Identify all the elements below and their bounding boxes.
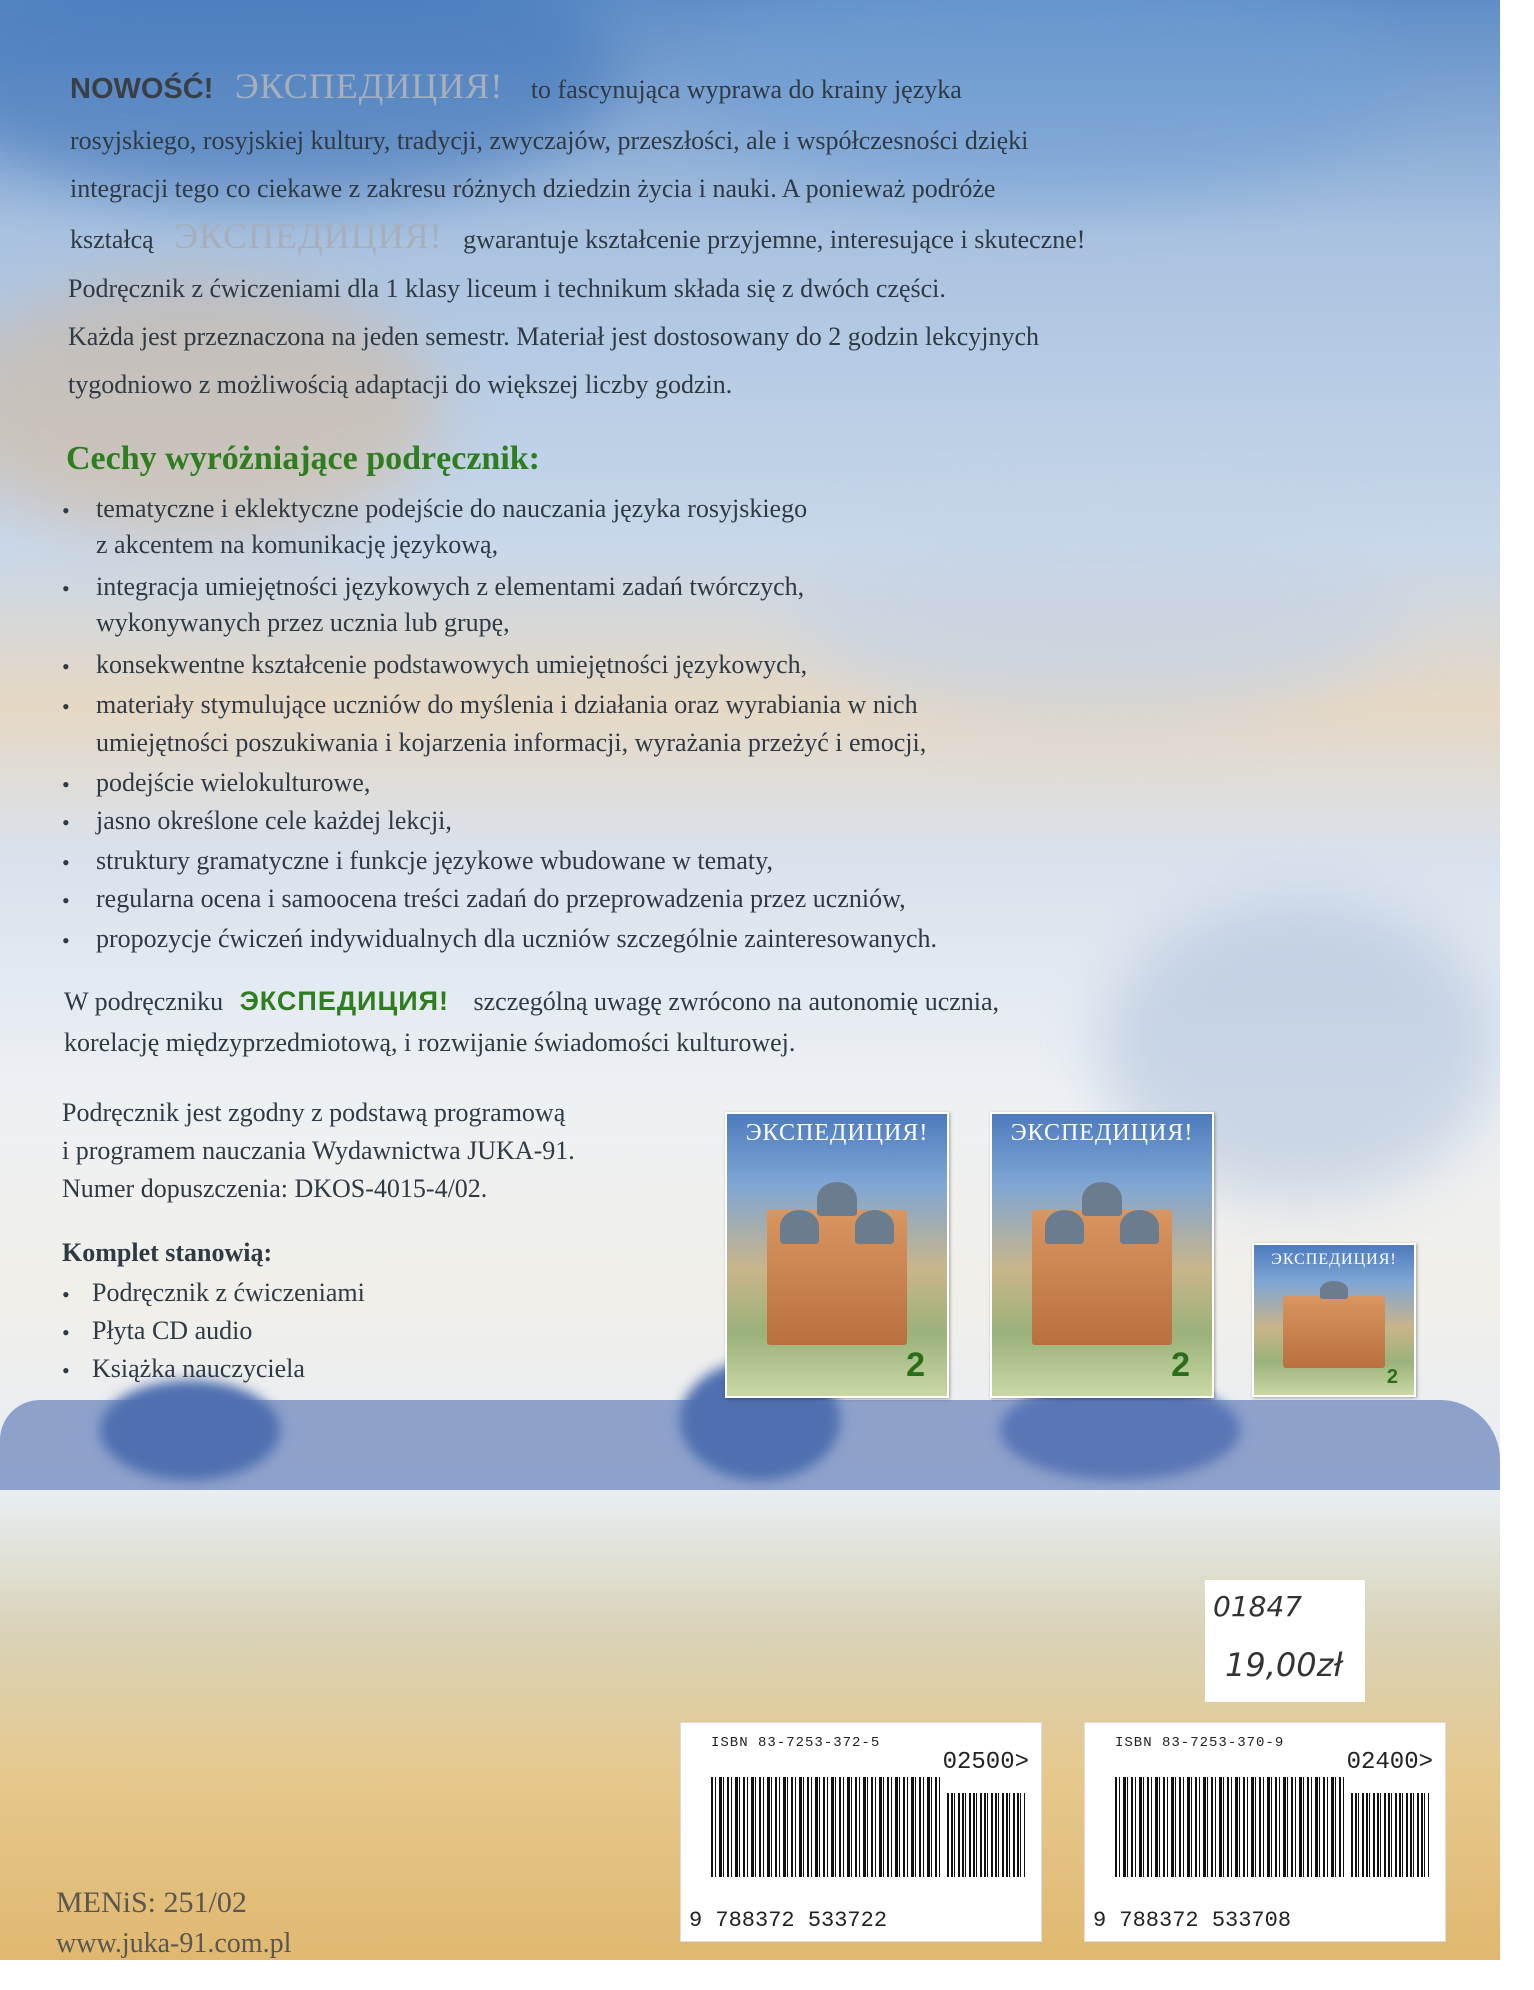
feature-item: z akcentem na komunikację językową, <box>96 530 499 559</box>
autonomy-line-2: korelację międzyprzedmiotową, i rozwijanie świadomości kulturowej. <box>64 1028 796 1057</box>
feature-item: podejście wielokulturowe, <box>96 768 371 797</box>
brand-title: ЭКСПЕДИЦИЯ! <box>234 66 504 106</box>
intro-line-2: rosyjskiego, rosyjskiej kultury, tradycji, zwyczajów, przeszłości, ale i współczesności dzięki <box>70 126 1029 155</box>
bullet-icon: • <box>62 498 70 523</box>
autonomy-line-1 <box>64 988 999 1015</box>
kit-item: Podręcznik z ćwiczeniami <box>92 1278 365 1307</box>
features-heading: Cechy wyróżniające podręcznik: <box>66 440 541 477</box>
feature-item: propozycje ćwiczeń indywidualnych dla uczniów szczególnie zainteresowanych. <box>96 924 938 953</box>
class-number: 2 <box>906 1345 925 1384</box>
church-dome <box>1320 1281 1349 1299</box>
kit-item: Książka nauczyciela <box>92 1354 305 1383</box>
book-cover-teacher <box>990 1112 1214 1398</box>
bullet-icon: • <box>62 888 70 913</box>
intro-line-7: tygodniowo z możliwością adaptacji do większej liczby godzin. <box>68 370 733 399</box>
autonomy-text: szczególną uwagę zwrócono na autonomię ucznia, <box>473 987 1000 1016</box>
barcode-addon: 02400> <box>1346 1749 1433 1776</box>
intro-line-3: integracji tego co ciekawe z zakresu różnych dziedzin życia i nauki. A ponieważ podróże <box>70 174 996 203</box>
barcode-textbook <box>680 1722 1042 1942</box>
autonomy-text: W podręczniku <box>64 987 224 1016</box>
intro-line-5: Podręcznik z ćwiczeniami dla 1 klasy liceum i technikum składa się z dwóch części. <box>68 274 946 303</box>
publisher-url[interactable]: www.juka-91.com.pl <box>56 1928 292 1959</box>
intro-line-1 <box>70 68 962 104</box>
tree <box>100 1380 280 1480</box>
intro-text: to fascynująca wyprawa do krainy języka <box>530 75 962 104</box>
menis-number: MENiS: 251/02 <box>56 1886 247 1919</box>
feature-item: regularna ocena i samoocena treści zadań do przeprowadzenia przez uczniów, <box>96 884 906 913</box>
bullet-icon: • <box>62 1358 70 1383</box>
price-sticker <box>1205 1580 1365 1702</box>
feature-item: konsekwentne kształcenie podstawowych umiejętności językowych, <box>96 650 808 679</box>
book-title: ЭКСПЕДИЦИЯ! <box>745 1120 929 1146</box>
book-cover-textbook <box>725 1112 949 1398</box>
intro-text: kształcą <box>70 225 154 254</box>
kit-item: Płyta CD audio <box>92 1316 253 1345</box>
barcode-bars <box>1115 1777 1345 1877</box>
intro-line-4 <box>70 218 1085 254</box>
feature-item: tematyczne i eklektyczne podejście do nauczania języka rosyjskiego <box>96 494 808 523</box>
bullet-icon: • <box>62 576 70 601</box>
price: 19,00zł <box>1225 1646 1343 1684</box>
ean-number: 9 788372 533722 <box>689 1908 888 1933</box>
bullet-icon: • <box>62 1282 70 1307</box>
barcode-addon-bars <box>1351 1793 1429 1877</box>
feature-item: struktury gramatyczne i funkcje językowe wbudowane w tematy, <box>96 846 773 875</box>
church-illustration <box>1283 1296 1385 1368</box>
church-dome <box>1045 1210 1085 1244</box>
isbn: ISBN 83-7253-370-9 <box>1115 1735 1285 1751</box>
bullet-icon: • <box>62 772 70 797</box>
class-number: 2 <box>1386 1366 1398 1388</box>
church-dome <box>855 1210 895 1244</box>
church-dome <box>780 1210 820 1244</box>
bullet-icon: • <box>62 850 70 875</box>
approval-line-2: i programem nauczania Wydawnictwa JUKA-91. <box>62 1136 575 1165</box>
brand-title: ЭКСПЕДИЦИЯ! <box>239 986 449 1016</box>
watercolor-cloud <box>800 500 1400 720</box>
barcode-addon: 02500> <box>942 1749 1029 1776</box>
cd-cover <box>1252 1243 1416 1397</box>
class-number: 2 <box>1171 1345 1190 1384</box>
feature-item: jasno określone cele każdej lekcji, <box>96 806 452 835</box>
bullet-icon: • <box>62 654 70 679</box>
approval-line-3: Numer dopuszczenia: DKOS-4015-4/02. <box>62 1174 488 1203</box>
church-dome <box>1120 1210 1160 1244</box>
church-dome <box>817 1182 857 1216</box>
intro-text: gwarantuje kształcenie przyjemne, interesujące i skuteczne! <box>463 225 1086 254</box>
isbn: ISBN 83-7253-372-5 <box>711 1735 881 1751</box>
feature-item: materiały stymulujące uczniów do myślenia i działania oraz wyrabiania w nich <box>96 690 918 719</box>
feature-item: integracja umiejętności językowych z elementami zadań twórczych, <box>96 572 805 601</box>
feature-item: umiejętności poszukiwania i kojarzenia informacji, wyrażania przeżyć i emocji, <box>96 728 927 757</box>
book-title: ЭКСПЕДИЦИЯ! <box>1010 1120 1194 1146</box>
barcode-addon-bars <box>947 1793 1025 1877</box>
barcode-teacher-book <box>1084 1722 1446 1942</box>
feature-item: wykonywanych przez ucznia lub grupę, <box>96 608 510 637</box>
church-dome <box>1082 1182 1122 1216</box>
kit-heading: Komplet stanowią: <box>62 1238 273 1267</box>
ean-number: 9 788372 533708 <box>1093 1908 1292 1933</box>
barcode-bars <box>711 1777 941 1877</box>
intro-line-6: Każda jest przeznaczona na jeden semestr. Materiał jest dostosowany do 2 godzin lekcyjnych <box>68 322 1040 351</box>
new-label: NOWOŚĆ! <box>70 73 214 105</box>
bullet-icon: • <box>62 1320 70 1345</box>
book-title: ЭКСПЕДИЦИЯ! <box>1271 1251 1397 1268</box>
bullet-icon: • <box>62 694 70 719</box>
stock-code: 01847 <box>1213 1590 1303 1623</box>
bullet-icon: • <box>62 928 70 953</box>
bullet-icon: • <box>62 810 70 835</box>
approval-line-1: Podręcznik jest zgodny z podstawą programową <box>62 1098 566 1127</box>
brand-title: ЭКСПЕДИЦИЯ! <box>174 216 443 256</box>
